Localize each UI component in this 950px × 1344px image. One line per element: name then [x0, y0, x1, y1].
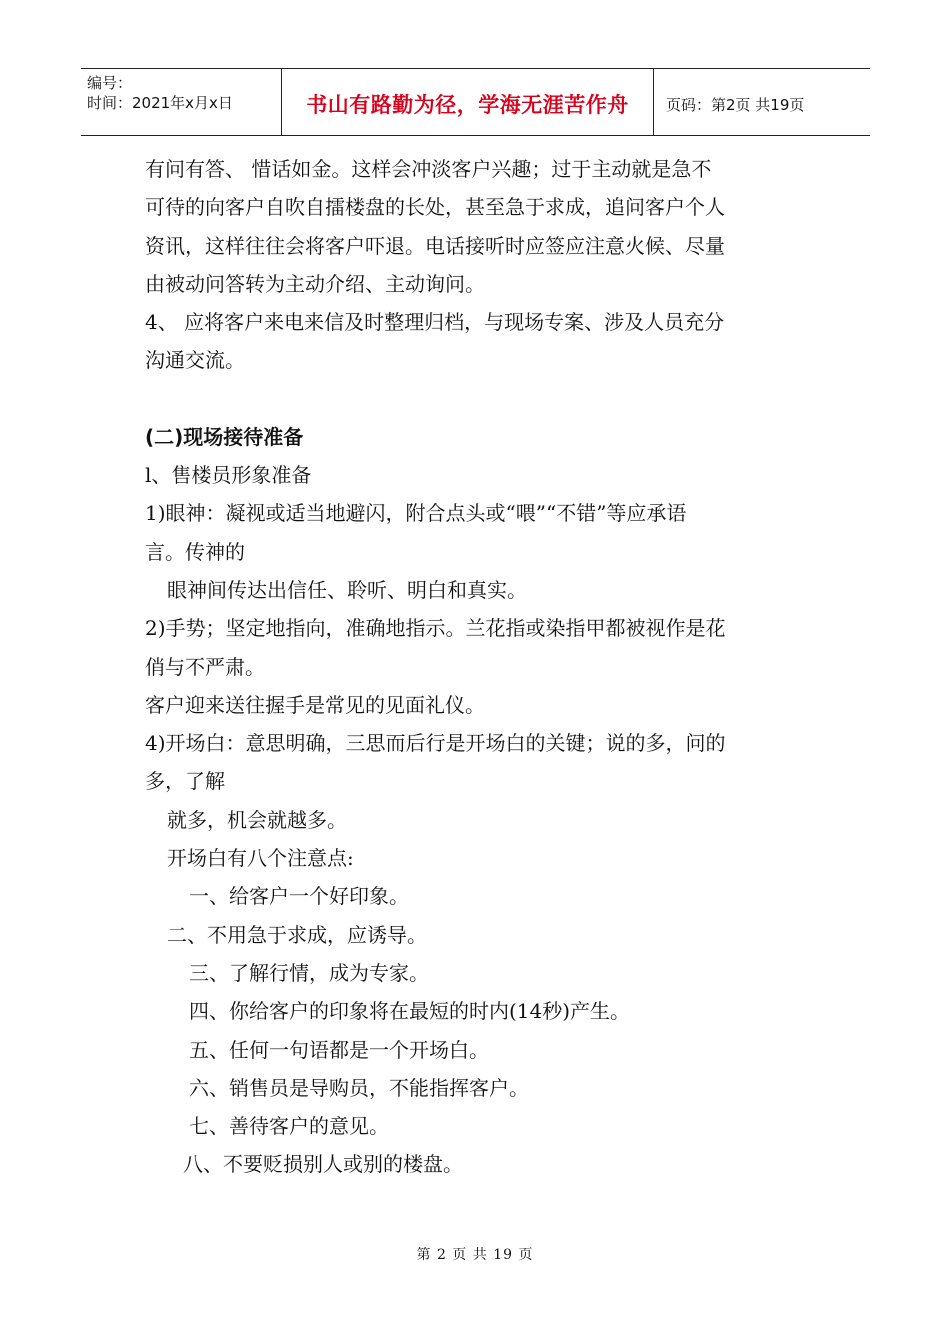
header-motto-cell — [282, 69, 654, 135]
body-line: 4)开场白：意思明确，三思而后行是开场白的关键；说的多，问的 — [145, 731, 726, 756]
list-item: 四、你给客户的印象将在最短的时内(14秒)产生。 — [189, 999, 631, 1024]
header-page-info: 页码：第2页 共19页 — [666, 95, 805, 114]
list-item: 七、善待客户的意见。 — [189, 1114, 389, 1139]
list-item: 八、不要贬损别人或别的楼盘。 — [183, 1152, 463, 1177]
body-line: 眼神间传达出信任、聆听、明白和真实。 — [167, 577, 527, 602]
list-item: 六、销售员是导购员，不能指挥客户。 — [189, 1075, 529, 1100]
document-number-label: 编号： — [87, 74, 133, 92]
list-item: 二、不用急于求成，应诱导。 — [167, 922, 427, 947]
body-line: 俏与不严肃。 — [145, 654, 265, 679]
subsection-heading: l、售楼员形象准备 — [145, 463, 312, 488]
body-line: 沟通交流。 — [145, 348, 245, 373]
list-item: 三、了解行情，成为专家。 — [189, 960, 429, 985]
body-line: 资讯，这样往往会将客户吓退。电话接听时应签应注意火候、尽量 — [145, 233, 725, 258]
body-line: 由被动问答转为主动介绍、主动询问。 — [145, 271, 485, 296]
section-heading: (二)现场接待准备 — [145, 424, 304, 449]
body-line: 4、 应将客户来电来信及时整理归档，与现场专案、涉及人员充分 — [145, 310, 725, 335]
body-line: 可待的向客户自吹自擂楼盘的长处，甚至急于求成，追问客户个人 — [145, 195, 725, 220]
body-line: 客户迎来送往握手是常见的见面礼仪。 — [145, 692, 485, 717]
body-line: 开场白有八个注意点: — [167, 846, 354, 871]
page-footer: 第 2 页 共 19 页 — [416, 1247, 534, 1263]
page-header — [81, 68, 870, 136]
body-line: 就多，机会就越多。 — [167, 807, 347, 832]
list-item: 五、任何一句语都是一个开场白。 — [189, 1037, 489, 1062]
body-line: 1)眼神：凝视或适当地避闪，附合点头或“喂”“不错”等应承语 — [145, 501, 687, 526]
body-line: 言。传神的 — [145, 539, 245, 564]
body-line: 有问有答、 惜话如金。这样会冲淡客户兴趣；过于主动就是急不 — [145, 157, 712, 181]
body-line: 多，了解 — [145, 769, 225, 794]
header-meta-cell — [81, 69, 282, 135]
document-body — [145, 150, 815, 1184]
header-page-cell — [654, 69, 870, 135]
paragraph-gap — [145, 380, 815, 418]
list-item: 一、给客户一个好印象。 — [189, 884, 409, 909]
document-date: 时间：2021年x月x日 — [87, 94, 233, 112]
body-line: 2)手势；坚定地指向，准确地指示。兰花指或染指甲都被视作是花 — [145, 616, 726, 641]
header-motto: 书山有路勤为径，学海无涯苦作舟 — [306, 93, 629, 117]
